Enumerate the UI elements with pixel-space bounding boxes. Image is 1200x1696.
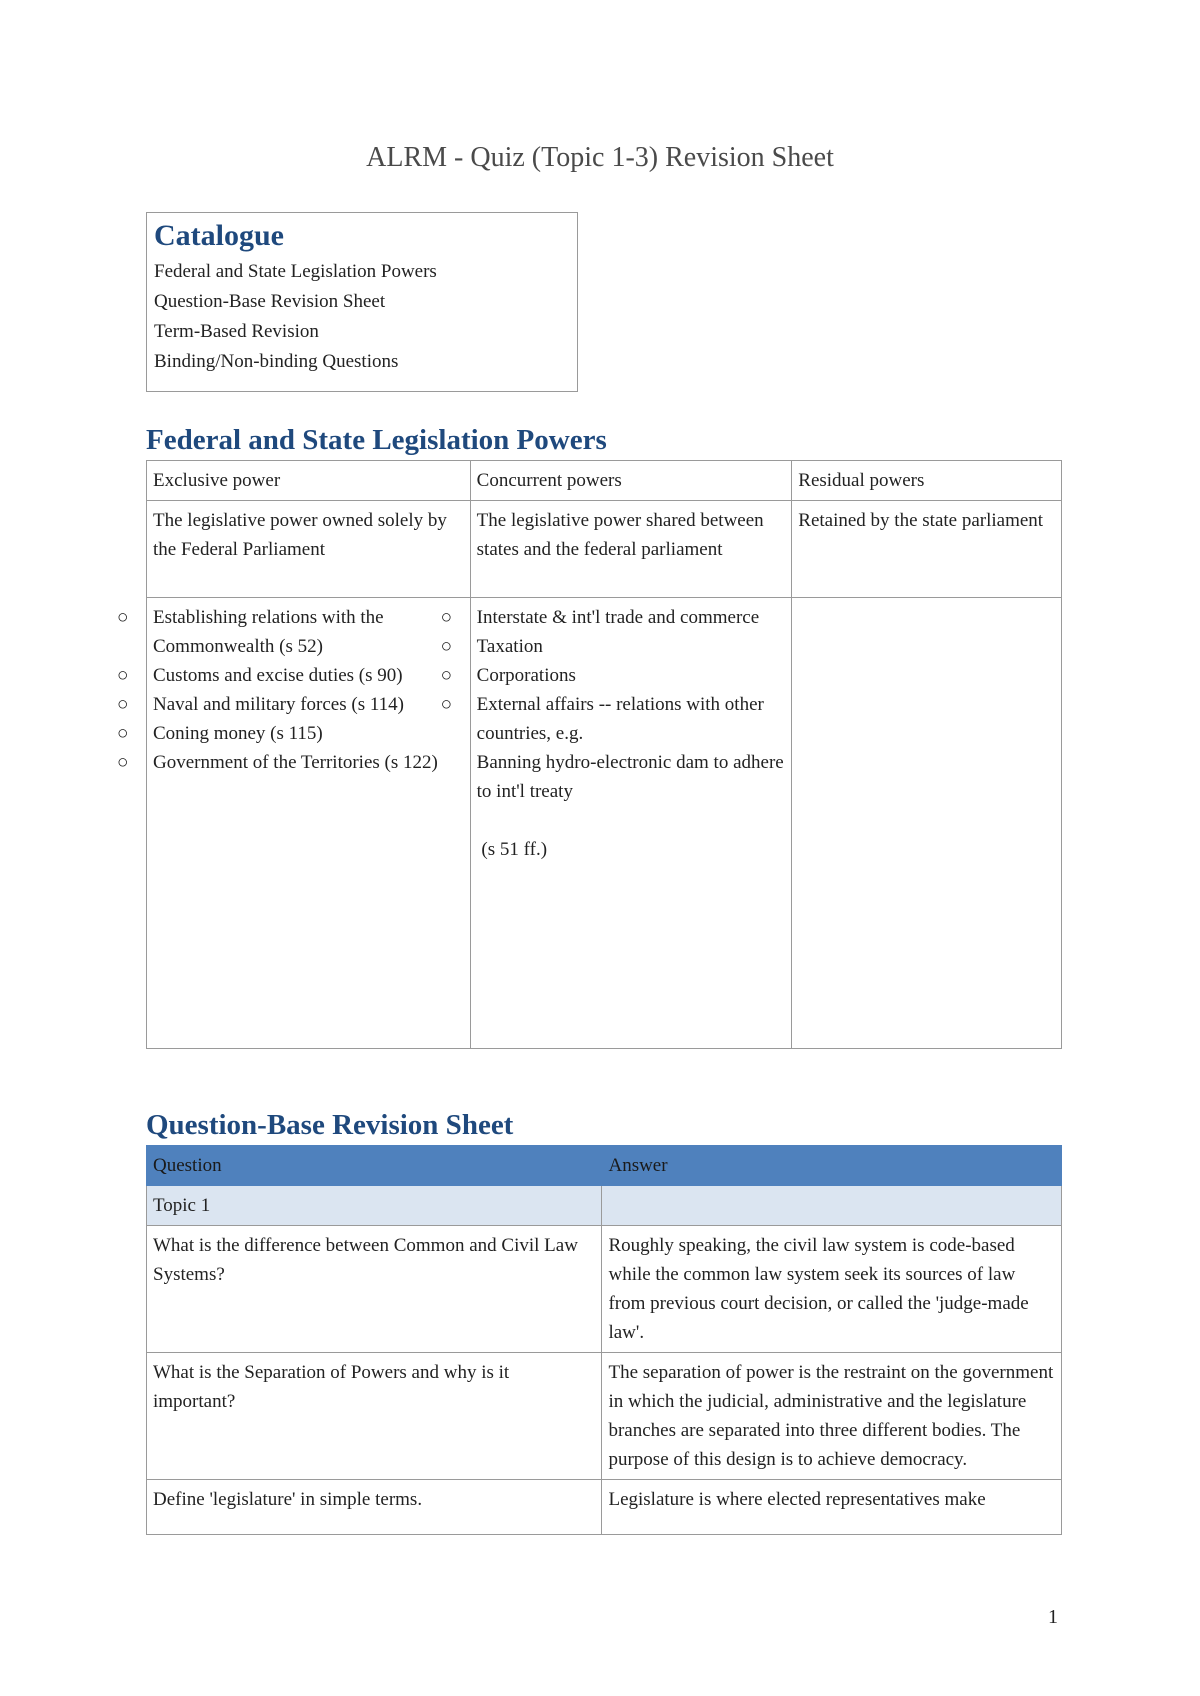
table-row (147, 501, 1062, 598)
catalogue-item[interactable]: Question-Base Revision Sheet (154, 291, 386, 312)
catalogue-item[interactable]: Federal and State Legislation Powers (154, 261, 437, 282)
answer-cell: The separation of power is the restraint on the government in which the judicial, administrative and the legislature branches are separated into three different bodies. The purpose of this design is to achieve democracy. (602, 1353, 1062, 1480)
topic-label: Topic 1 (147, 1186, 602, 1226)
list-item: ○ Corporations (477, 661, 786, 690)
topic-empty-cell (602, 1186, 1062, 1226)
circle-bullet-icon: ○ (440, 607, 453, 628)
qa-table (146, 1145, 1062, 1535)
column-header-question: Question (147, 1146, 602, 1186)
concurrent-example: Banning hydro-electronic dam to adhere to int'l treaty (476, 752, 784, 802)
list-item: ○ Government of the Territories (s 122) (153, 748, 464, 777)
table-header-row (147, 1146, 1062, 1186)
concurrent-description: The legislative power shared between states and the federal parliament (470, 501, 792, 598)
list-item: ○ External affairs -- relations with other countries, e.g. (477, 690, 786, 748)
circle-bullet-icon: ○ (440, 694, 453, 715)
exclusive-list (117, 603, 464, 777)
list-item: ○ Taxation (477, 632, 786, 661)
topic-row (147, 1186, 1062, 1226)
list-item: ○ Interstate & int'l trade and commerce (477, 603, 786, 632)
powers-table (117, 460, 1062, 1049)
circle-bullet-icon: ○ (440, 665, 453, 686)
residual-description: Retained by the state parliament (792, 501, 1062, 598)
catalogue-box (146, 212, 578, 392)
list-item: ○ Establishing relations with the Commonwealth (s 52) (153, 603, 464, 661)
column-header-concurrent: Concurrent powers (470, 461, 792, 501)
concurrent-section-ref: (s 51 ff.) (476, 839, 548, 860)
catalogue-heading: Catalogue (154, 219, 284, 252)
question-cell: Define 'legislature' in simple terms. (147, 1480, 602, 1535)
powers-heading: Federal and State Legislation Powers (146, 424, 607, 456)
table-row (147, 461, 1062, 501)
list-item: ○ Naval and military forces (s 114) (153, 690, 464, 719)
question-cell: What is the difference between Common and Civil Law Systems? (147, 1226, 602, 1353)
column-header-answer: Answer (602, 1146, 1062, 1186)
catalogue-item[interactable]: Binding/Non-binding Questions (154, 351, 399, 372)
circle-bullet-icon: ○ (117, 665, 129, 686)
column-header-exclusive: Exclusive power (147, 461, 471, 501)
circle-bullet-icon: ○ (117, 723, 129, 744)
exclusive-description: The legislative power owned solely by the Federal Parliament (147, 501, 471, 598)
circle-bullet-icon: ○ (117, 607, 129, 628)
page-number: 1 (1048, 1606, 1058, 1628)
residual-list-cell (792, 598, 1062, 1049)
table-row (147, 1480, 1062, 1535)
document-title: ALRM - Quiz (Topic 1-3) Revision Sheet (366, 142, 834, 173)
circle-bullet-icon: ○ (440, 636, 453, 657)
exclusive-list-cell (117, 598, 471, 1049)
answer-cell: Roughly speaking, the civil law system is code-based while the common law system seek its sources of law from previous court decision, or called the 'judge-made law'. (602, 1226, 1062, 1353)
question-cell: What is the Separation of Powers and why is it important? (147, 1353, 602, 1480)
table-row (147, 1226, 1062, 1353)
list-item: ○ Coning money (s 115) (153, 719, 464, 748)
catalogue-item[interactable]: Term-Based Revision (154, 321, 319, 342)
answer-cell: Legislature is where elected representatives make (602, 1480, 1062, 1535)
column-header-residual: Residual powers (792, 461, 1062, 501)
circle-bullet-icon: ○ (117, 752, 129, 773)
concurrent-list (440, 603, 786, 748)
circle-bullet-icon: ○ (117, 694, 129, 715)
table-row (147, 598, 1062, 1049)
table-row (147, 1353, 1062, 1480)
concurrent-list-cell (440, 598, 792, 1049)
list-item: ○ Customs and excise duties (s 90) (153, 661, 464, 690)
qa-heading: Question-Base Revision Sheet (146, 1109, 514, 1141)
